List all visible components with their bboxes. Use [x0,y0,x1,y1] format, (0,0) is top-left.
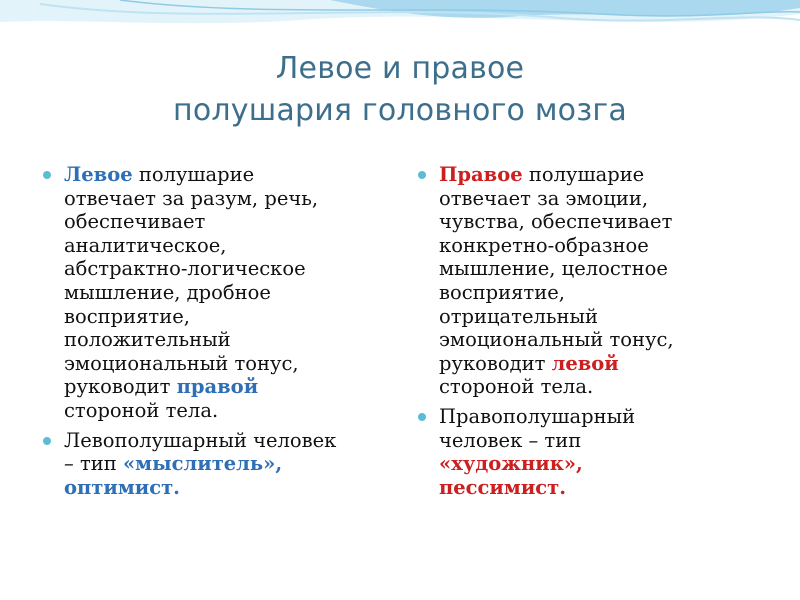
text-line: абстрактно-логическое [64,257,306,281]
right-artist-bullet [415,405,790,499]
bullet-dot-icon [418,171,426,179]
text-line: отрицательный [439,304,599,328]
left-hemisphere-column [40,163,405,505]
bullet-dot-icon [43,437,51,445]
text-line: восприятие, [439,280,565,304]
text-fragment: руководит [64,375,177,399]
text-line: аналитическое, [64,233,227,257]
text-line: восприятие, [64,304,190,328]
slide-title-line-1: Левое и правое [275,51,525,86]
slide-title [0,48,800,132]
artist-type-highlight: «художник», [439,452,583,476]
bullet-dot-icon [43,171,51,179]
thinker-type-highlight: «мыслитель», [122,452,283,476]
text-line: человек – тип [439,428,582,452]
text-line [439,352,790,376]
text-line: мышление, дробное [64,280,271,304]
bullet-dot-icon [418,413,426,421]
pessimist-highlight: пессимист. [439,475,567,499]
left-hemisphere-bullet [40,163,405,423]
text-line: отвечает за эмоции, [439,186,649,210]
text-line: стороной тела. [439,375,594,399]
optimist-highlight: оптимист. [64,475,180,499]
text-line: отвечает за разум, речь, [64,186,319,210]
right-side-highlight: правой [176,375,259,399]
right-hemisphere-column [415,163,790,505]
text-line: положительный [64,328,231,352]
text-line: чувства, обеспечивает [439,210,673,234]
left-hemisphere-label: Левое [64,163,133,186]
text-line: обеспечивает [64,210,206,234]
text-line [439,163,790,187]
left-thinker-bullet [40,429,405,500]
text-line: Левополушарный человек [64,428,337,452]
text-line: Правополушарный [439,404,636,428]
text-line: эмоциональный тонус, [439,328,674,352]
slide-title-line-2: полушария головного мозга [173,93,627,128]
text-line: конкретно-образное [439,233,649,257]
text-line [64,163,405,187]
text-line [64,452,405,476]
text-line [64,375,405,399]
text-fragment: полушарие [522,163,645,186]
text-line: мышление, целостное [439,257,668,281]
text-fragment: руководит [439,351,552,375]
text-fragment: – тип [64,452,123,476]
left-side-highlight: левой [551,351,619,375]
right-hemisphere-label: Правое [439,163,523,186]
right-hemisphere-bullet [415,163,790,399]
text-fragment: полушарие [132,163,255,186]
text-line: стороной тела. [64,398,219,422]
text-line: эмоциональный тонус, [64,351,299,375]
